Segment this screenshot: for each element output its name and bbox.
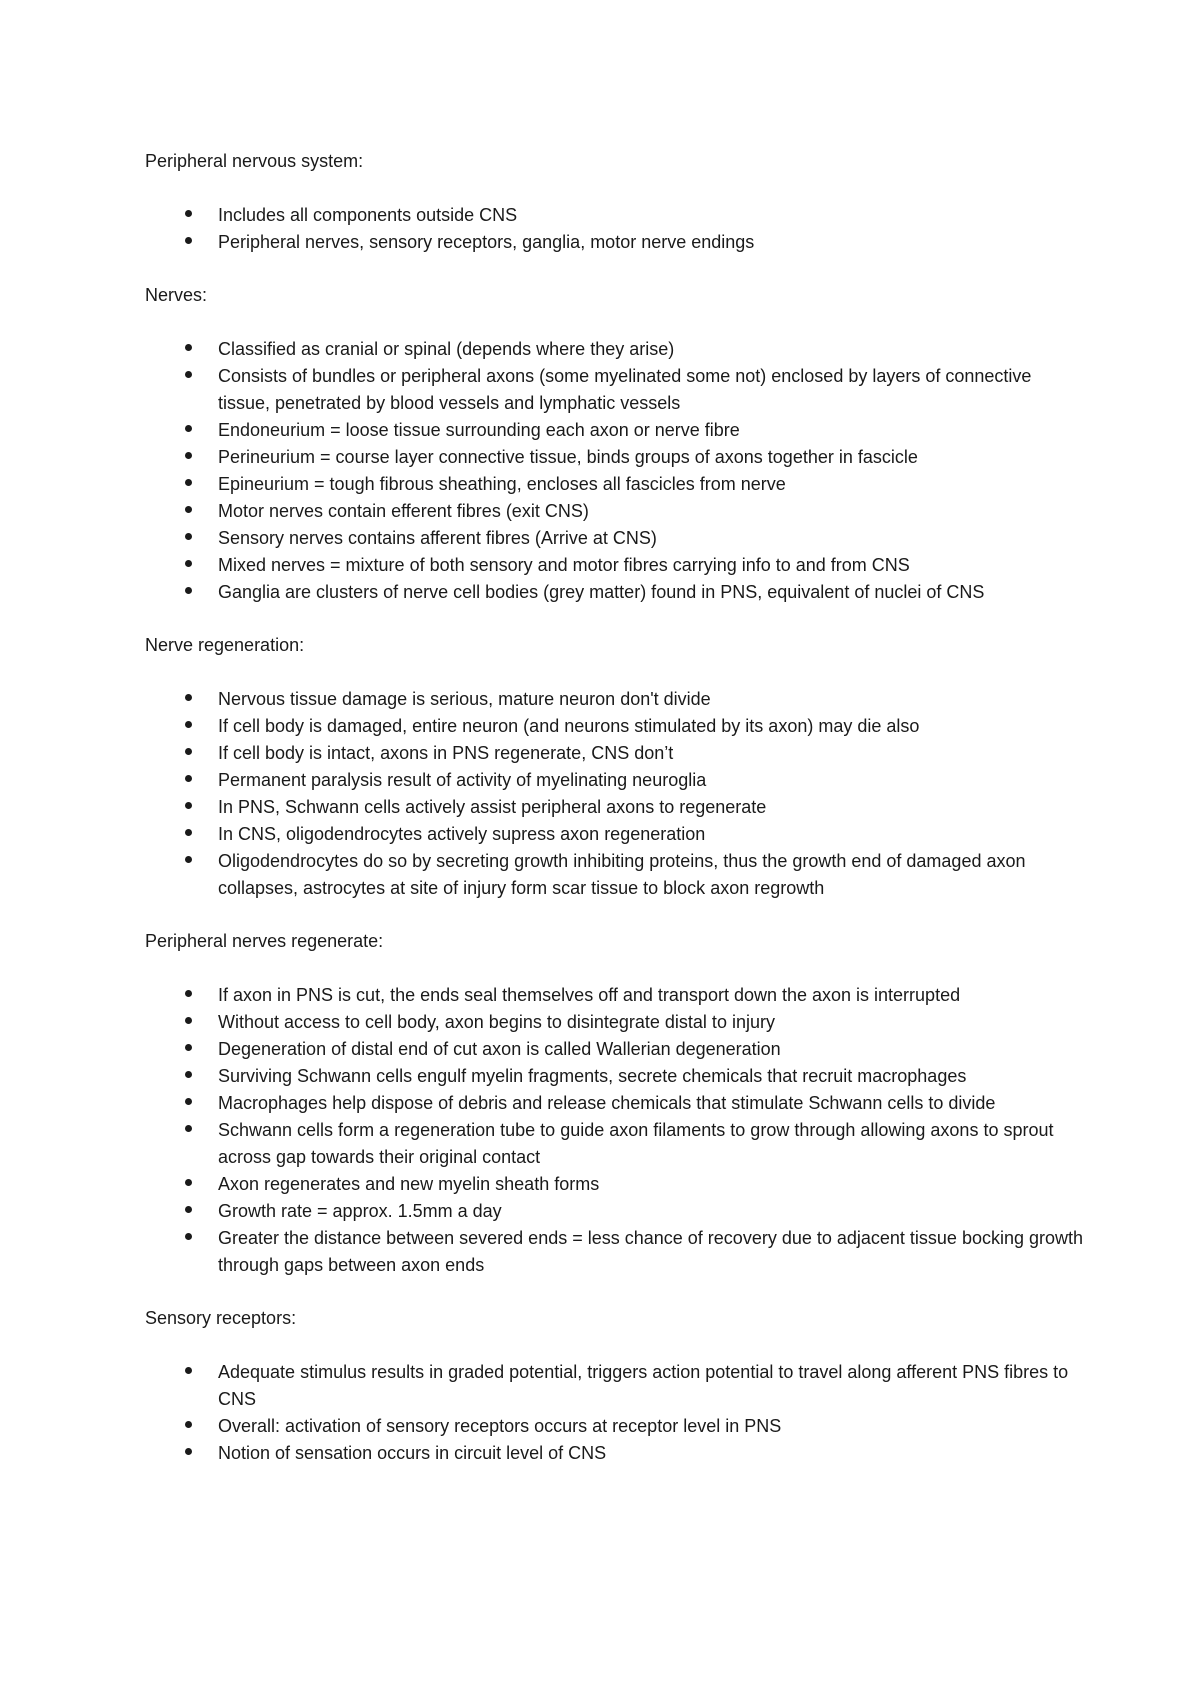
bullet-list [145, 336, 1085, 606]
list-item: Epineurium = tough fibrous sheathing, encloses all fascicles from nerve [218, 471, 1085, 498]
list-item: Oligodendrocytes do so by secreting growth inhibiting proteins, thus the growth end of damaged axon collapses, astrocytes at site of injury form scar tissue to block axon regrowth [218, 848, 1085, 902]
section-nerves [145, 282, 1085, 606]
bullet-list [145, 1359, 1085, 1467]
section-peripheral-nervous-system [145, 148, 1085, 256]
bullet-list [145, 982, 1085, 1279]
document-body [145, 148, 1085, 1493]
list-item: Peripheral nerves, sensory receptors, ganglia, motor nerve endings [218, 229, 1085, 256]
list-item: If axon in PNS is cut, the ends seal themselves off and transport down the axon is interrupted [218, 982, 1085, 1009]
list-item: Sensory nerves contains afferent fibres (Arrive at CNS) [218, 525, 1085, 552]
section-peripheral-nerves-regenerate [145, 928, 1085, 1279]
bullet-list [145, 202, 1085, 256]
section-heading: Nerve regeneration: [145, 635, 305, 655]
section-heading: Sensory receptors: [145, 1308, 297, 1328]
list-item: If cell body is damaged, entire neuron (and neurons stimulated by its axon) may die also [218, 713, 1085, 740]
list-item: Classified as cranial or spinal (depends where they arise) [218, 336, 1085, 363]
list-item: Macrophages help dispose of debris and release chemicals that stimulate Schwann cells to divide [218, 1090, 1085, 1117]
list-item: Overall: activation of sensory receptors occurs at receptor level in PNS [218, 1413, 1085, 1440]
list-item: Adequate stimulus results in graded potential, triggers action potential to travel along afferent PNS fibres to CNS [218, 1359, 1085, 1413]
list-item: Endoneurium = loose tissue surrounding each axon or nerve fibre [218, 417, 1085, 444]
list-item: Degeneration of distal end of cut axon is called Wallerian degeneration [218, 1036, 1085, 1063]
list-item: Mixed nerves = mixture of both sensory and motor fibres carrying info to and from CNS [218, 552, 1085, 579]
list-item: In PNS, Schwann cells actively assist peripheral axons to regenerate [218, 794, 1085, 821]
list-item: Ganglia are clusters of nerve cell bodies (grey matter) found in PNS, equivalent of nuclei of CNS [218, 579, 1085, 606]
list-item: Perineurium = course layer connective tissue, binds groups of axons together in fascicle [218, 444, 1085, 471]
list-item: Includes all components outside CNS [218, 202, 1085, 229]
list-item: Permanent paralysis result of activity of myelinating neuroglia [218, 767, 1085, 794]
bullet-list [145, 686, 1085, 902]
list-item: Surviving Schwann cells engulf myelin fragments, secrete chemicals that recruit macrophages [218, 1063, 1085, 1090]
list-item: If cell body is intact, axons in PNS regenerate, CNS don’t [218, 740, 1085, 767]
section-nerve-regeneration [145, 632, 1085, 902]
section-heading: Nerves: [145, 285, 208, 305]
list-item: Axon regenerates and new myelin sheath forms [218, 1171, 1085, 1198]
list-item: Schwann cells form a regeneration tube to guide axon filaments to grow through allowing axons to sprout across gap towards their original contact [218, 1117, 1085, 1171]
list-item: Notion of sensation occurs in circuit level of CNS [218, 1440, 1085, 1467]
list-item: Consists of bundles or peripheral axons (some myelinated some not) enclosed by layers of connective tissue, penetrated by blood vessels and lymphatic vessels [218, 363, 1085, 417]
list-item: Motor nerves contain efferent fibres (exit CNS) [218, 498, 1085, 525]
section-heading: Peripheral nervous system: [145, 151, 364, 171]
section-sensory-receptors [145, 1305, 1085, 1467]
list-item: In CNS, oligodendrocytes actively supress axon regeneration [218, 821, 1085, 848]
list-item: Without access to cell body, axon begins to disintegrate distal to injury [218, 1009, 1085, 1036]
list-item: Greater the distance between severed ends = less chance of recovery due to adjacent tissue bocking growth through gaps between axon ends [218, 1225, 1085, 1279]
list-item: Growth rate = approx. 1.5mm a day [218, 1198, 1085, 1225]
section-heading: Peripheral nerves regenerate: [145, 931, 384, 951]
list-item: Nervous tissue damage is serious, mature neuron don't divide [218, 686, 1085, 713]
